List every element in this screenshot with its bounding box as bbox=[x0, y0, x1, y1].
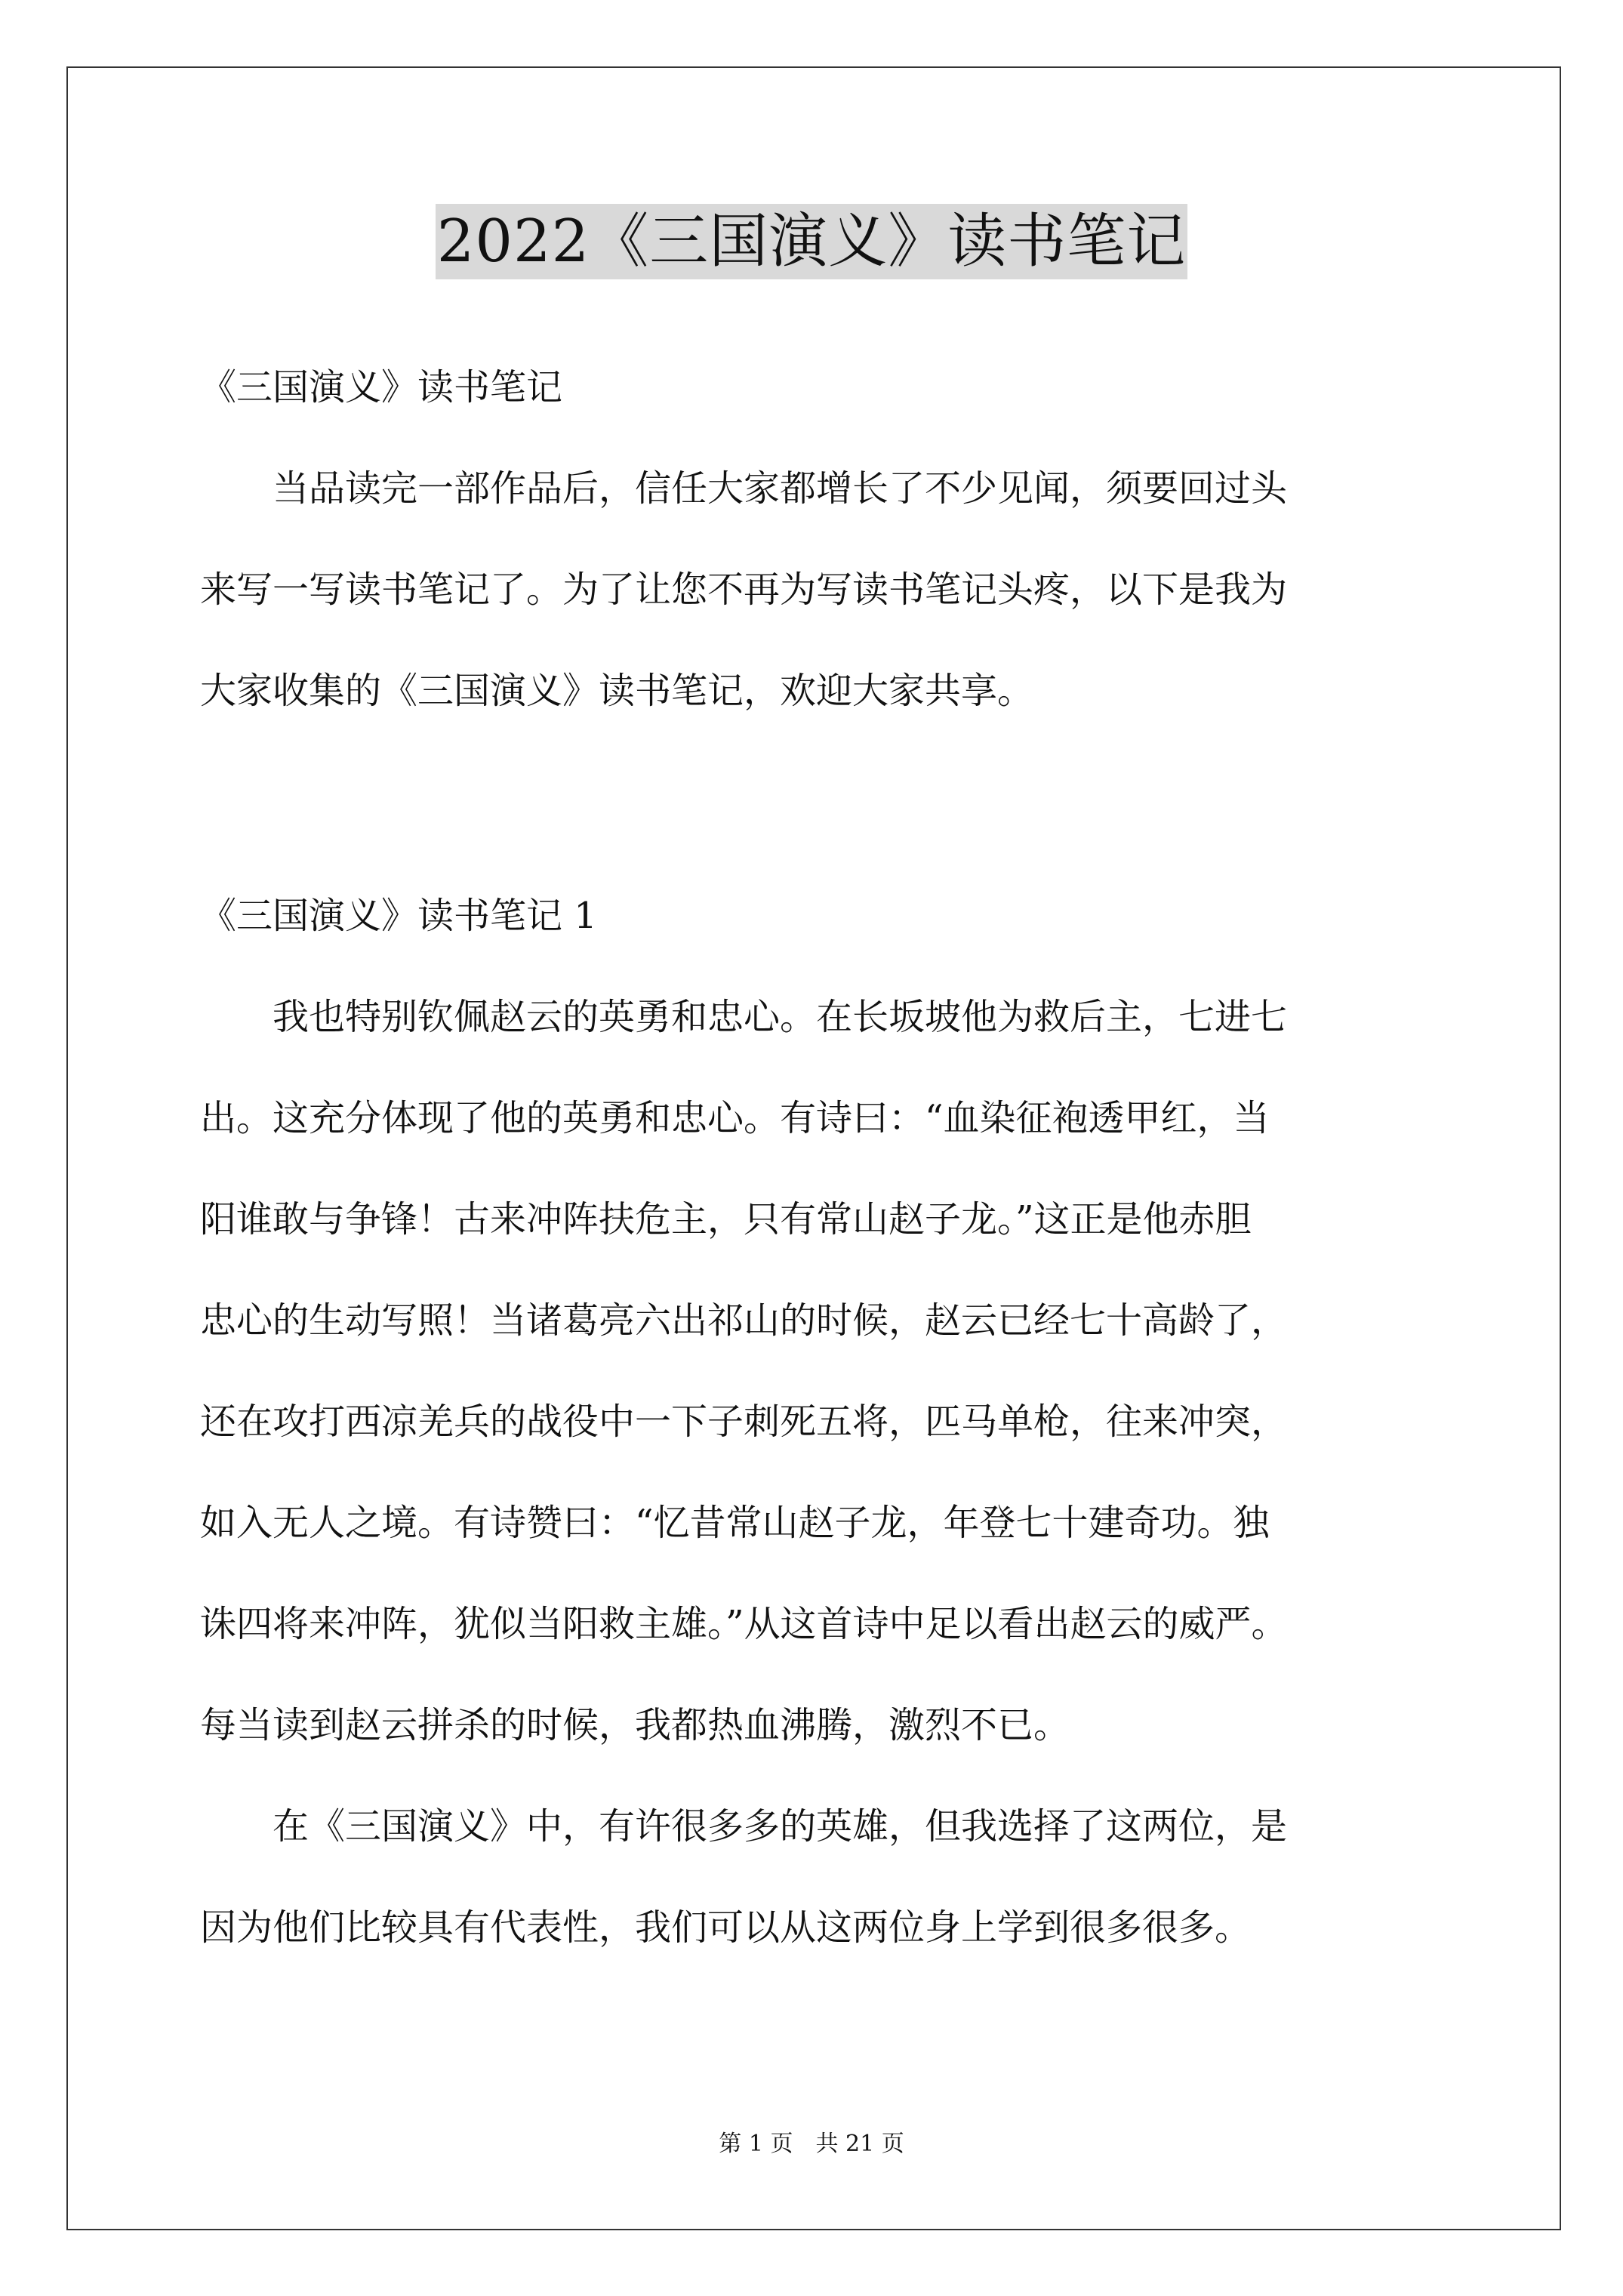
paragraph-line: 忠心的生动写照！当诸葛亮六出祁山的时候，赵云已经七十高龄了， bbox=[200, 1299, 1288, 1342]
subtitle: 《三国演义》读书笔记 bbox=[200, 366, 563, 408]
paragraph-line: 我也特别钦佩赵云的英勇和忠心。在长坂坡他为救后主，七进七 bbox=[200, 996, 1288, 1038]
paragraph-line: 阳谁敢与争锋！古来冲阵扶危主，只有常山赵子龙。”这正是他赤胆 bbox=[200, 1198, 1252, 1240]
paragraph-line: 在《三国演义》中，有许很多多的英雄，但我选择了这两位，是 bbox=[200, 1805, 1288, 1848]
intro-line: 来写一写读书笔记了。为了让您不再为写读书笔记头疼，以下是我为 bbox=[200, 569, 1288, 611]
paragraph-line: 因为他们比较具有代表性，我们可以从这两位身上学到很多很多。 bbox=[200, 1906, 1252, 1949]
paragraph-line: 诛四将来冲阵，犹似当阳救主雄。”从这首诗中足以看出赵云的威严。 bbox=[200, 1603, 1288, 1645]
subtitle-block bbox=[200, 337, 1514, 438]
page-footer: 第 1 页 共 21 页 bbox=[719, 2131, 904, 2157]
section-heading: 《三国演义》读书笔记 1 bbox=[200, 895, 597, 937]
paragraph-line: 出。这充分体现了他的英勇和忠心。有诗曰：“血染征袍透甲红，当 bbox=[200, 1097, 1270, 1139]
intro-line: 大家收集的《三国演义》读书笔记，欢迎大家共享。 bbox=[200, 670, 1034, 712]
paragraph-line: 每当读到赵云拼杀的时候，我都热血沸腾，激烈不已。 bbox=[200, 1704, 1070, 1746]
paragraph-line: 如入无人之境。有诗赞曰：“忆昔常山赵子龙，年登七十建奇功。独 bbox=[200, 1502, 1270, 1544]
title-wrap bbox=[0, 204, 1623, 279]
intro-paragraph bbox=[200, 438, 1514, 741]
paragraph-line: 还在攻打西凉羌兵的战役中一下子刺死五将，匹马单枪，往来冲突， bbox=[200, 1401, 1288, 1443]
intro-line: 当品读完一部作品后，信任大家都增长了不少见闻，须要回过头 bbox=[200, 467, 1288, 510]
paragraph-2 bbox=[200, 1776, 1514, 1978]
paragraph-1 bbox=[200, 966, 1514, 1776]
section-heading-block bbox=[200, 865, 1514, 966]
page-title: 2022《三国演义》读书笔记 bbox=[436, 204, 1188, 279]
